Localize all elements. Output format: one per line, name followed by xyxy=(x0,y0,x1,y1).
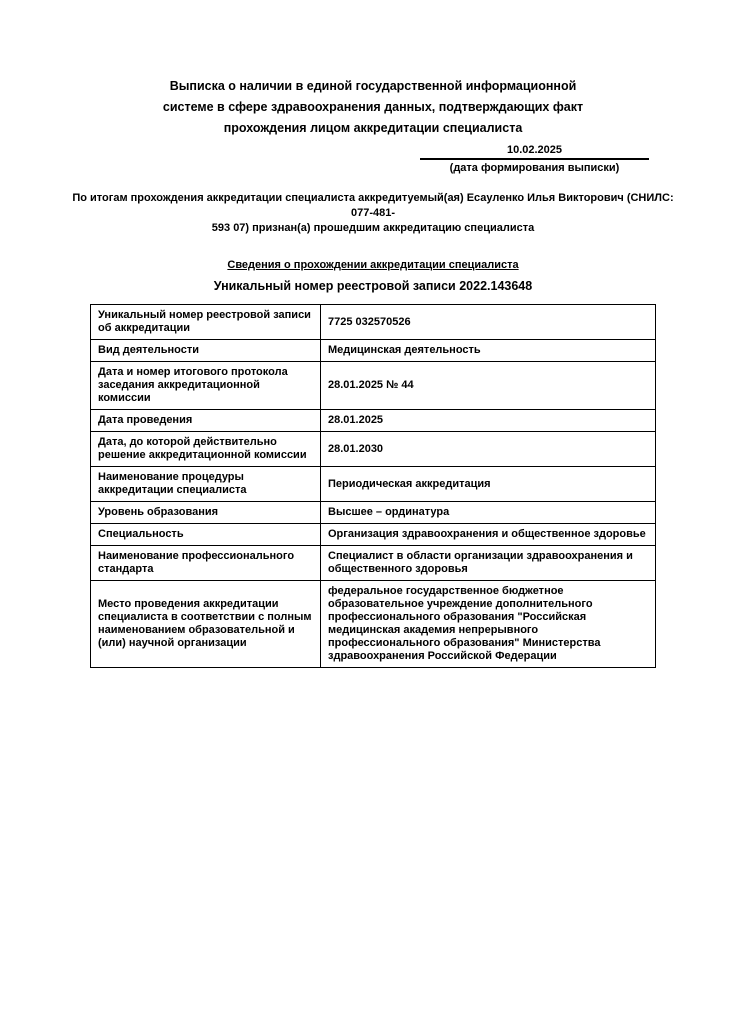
row-label: Специальность xyxy=(91,524,321,546)
row-value: Организация здравоохранения и общественное здоровье xyxy=(321,524,656,546)
registry-number-heading: Уникальный номер реестровой записи 2022.143648 xyxy=(213,279,533,293)
accreditation-result-paragraph xyxy=(63,191,683,236)
row-label: Наименование процедуры аккредитации специалиста xyxy=(91,467,321,502)
formation-date-block xyxy=(420,144,649,174)
row-value: 28.01.2030 xyxy=(321,432,656,467)
row-value: 28.01.2025 xyxy=(321,410,656,432)
row-value: Медицинская деятельность xyxy=(321,340,656,362)
table-row xyxy=(91,432,656,467)
table-row xyxy=(91,410,656,432)
table-row xyxy=(91,581,656,668)
table-row xyxy=(91,502,656,524)
table-row xyxy=(91,362,656,410)
document-title-line-2: системе в сфере здравоохранения данных, подтверждающих факт xyxy=(162,100,584,114)
row-label: Уникальный номер реестровой записи об аккредитации xyxy=(91,305,321,340)
table-row xyxy=(91,467,656,502)
accreditation-details-table xyxy=(90,304,656,668)
row-label: Дата и номер итогового протокола заседания аккредитационной комиссии xyxy=(91,362,321,410)
row-value: федеральное государственное бюджетное образовательное учреждение дополнительного профессионального образования "Российская медицинская академия непрерывного профессионального образования" Министерства здравоохранения Российской Федерации xyxy=(321,581,656,668)
table-row xyxy=(91,305,656,340)
row-label: Место проведения аккредитации специалиста в соответствии с полным наименованием образовательной и (или) научной организации xyxy=(91,581,321,668)
formation-date-label: (дата формирования выписки) xyxy=(449,162,620,174)
row-label: Наименование профессионального стандарта xyxy=(91,546,321,581)
row-value: 28.01.2025 № 44 xyxy=(321,362,656,410)
result-paragraph-line-1: По итогам прохождения аккредитации специалиста аккредитуемый(ая) Есауленко Илья Викторович (СНИЛС: 077-481- xyxy=(72,192,674,219)
row-value: 7725 032570526 xyxy=(321,305,656,340)
row-value: Специалист в области организации здравоохранения и общественного здоровья xyxy=(321,546,656,581)
row-label: Дата проведения xyxy=(91,410,321,432)
row-label: Уровень образования xyxy=(91,502,321,524)
formation-date-value: 10.02.2025 xyxy=(420,144,649,160)
table-row xyxy=(91,524,656,546)
row-label: Вид деятельности xyxy=(91,340,321,362)
table-row xyxy=(91,340,656,362)
section-heading: Сведения о прохождении аккредитации специалиста xyxy=(227,259,519,271)
row-value: Периодическая аккредитация xyxy=(321,467,656,502)
row-label: Дата, до которой действительно решение аккредитационной комиссии xyxy=(91,432,321,467)
document-title-line-1: Выписка о наличии в единой государственной информационной xyxy=(169,79,577,93)
document-title-line-3: прохождения лицом аккредитации специалиста xyxy=(223,121,523,135)
document-title xyxy=(0,0,746,139)
result-paragraph-line-2: 593 07) признан(а) прошедшим аккредитацию специалиста xyxy=(211,222,535,234)
table-row xyxy=(91,546,656,581)
row-value: Высшее – ординатура xyxy=(321,502,656,524)
